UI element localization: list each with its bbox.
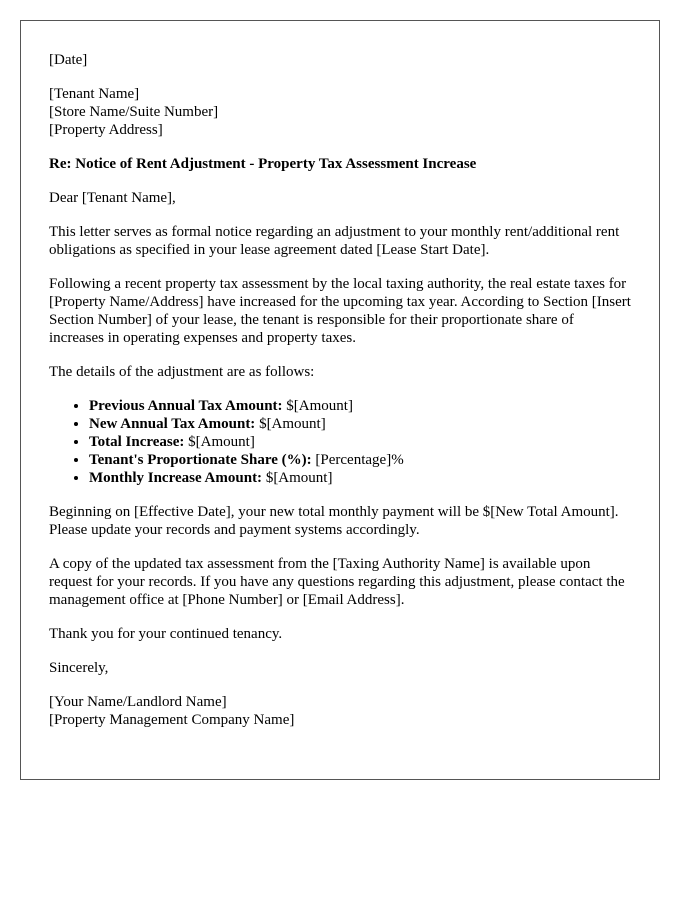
- list-item: [89, 433, 631, 451]
- list-item: [89, 469, 631, 487]
- letter-page: [20, 20, 660, 780]
- detail-value: [Percentage]%: [311, 452, 404, 468]
- paragraph-copy: A copy of the updated tax assessment from the [Taxing Authority Name] is available upon request for your records. If you have any questions regarding this adjustment, please contact the management office at [Phone Number] or [Email Address].: [49, 556, 625, 608]
- detail-value: $[Amount]: [282, 398, 353, 414]
- detail-value: $[Amount]: [184, 434, 255, 450]
- list-item: [89, 451, 631, 469]
- detail-value: $[Amount]: [255, 416, 326, 432]
- detail-label: New Annual Tax Amount:: [89, 416, 256, 432]
- paragraph-assessment: Following a recent property tax assessment by the local taxing authority, the real estate taxes for [Property Name/Address] have increased for the upcoming tax year. According to Section [Insert Section Number] of your lease, the tenant is responsible for their proportionate share of increases in operating expenses and property taxes.: [49, 276, 631, 346]
- list-item: [89, 415, 631, 433]
- detail-value: $[Amount]: [262, 470, 333, 486]
- list-item: [89, 397, 631, 415]
- recipient-name: [Tenant Name]: [49, 86, 140, 102]
- recipient-block: [49, 85, 631, 139]
- detail-label: Monthly Increase Amount:: [89, 470, 263, 486]
- signature-name: [Your Name/Landlord Name]: [49, 694, 227, 710]
- adjustment-details-list: [49, 397, 631, 487]
- detail-label: Total Increase:: [89, 434, 185, 450]
- date-text: [Date]: [49, 52, 88, 68]
- paragraph-intro: This letter serves as formal notice regarding an adjustment to your monthly rent/additional rent obligations as specified in your lease agreement dated [Lease Start Date].: [49, 224, 620, 258]
- paragraph-details-intro: The details of the adjustment are as follows:: [49, 364, 315, 380]
- subject-line: Re: Notice of Rent Adjustment - Property Tax Assessment Increase: [49, 156, 477, 172]
- closing: Sincerely,: [49, 660, 109, 676]
- recipient-store: [Store Name/Suite Number]: [49, 104, 219, 120]
- paragraph-thanks: Thank you for your continued tenancy.: [49, 626, 283, 642]
- signature-block: [49, 693, 631, 729]
- recipient-address: [Property Address]: [49, 122, 163, 138]
- letter-date: [49, 51, 631, 69]
- salutation: Dear [Tenant Name],: [49, 190, 176, 206]
- detail-label: Previous Annual Tax Amount:: [89, 398, 283, 414]
- signature-company: [Property Management Company Name]: [49, 712, 295, 728]
- detail-label: Tenant's Proportionate Share (%):: [89, 452, 312, 468]
- paragraph-effective: Beginning on [Effective Date], your new total monthly payment will be $[New Total Amount]. Please update your records and payment systems accordingly.: [49, 504, 619, 538]
